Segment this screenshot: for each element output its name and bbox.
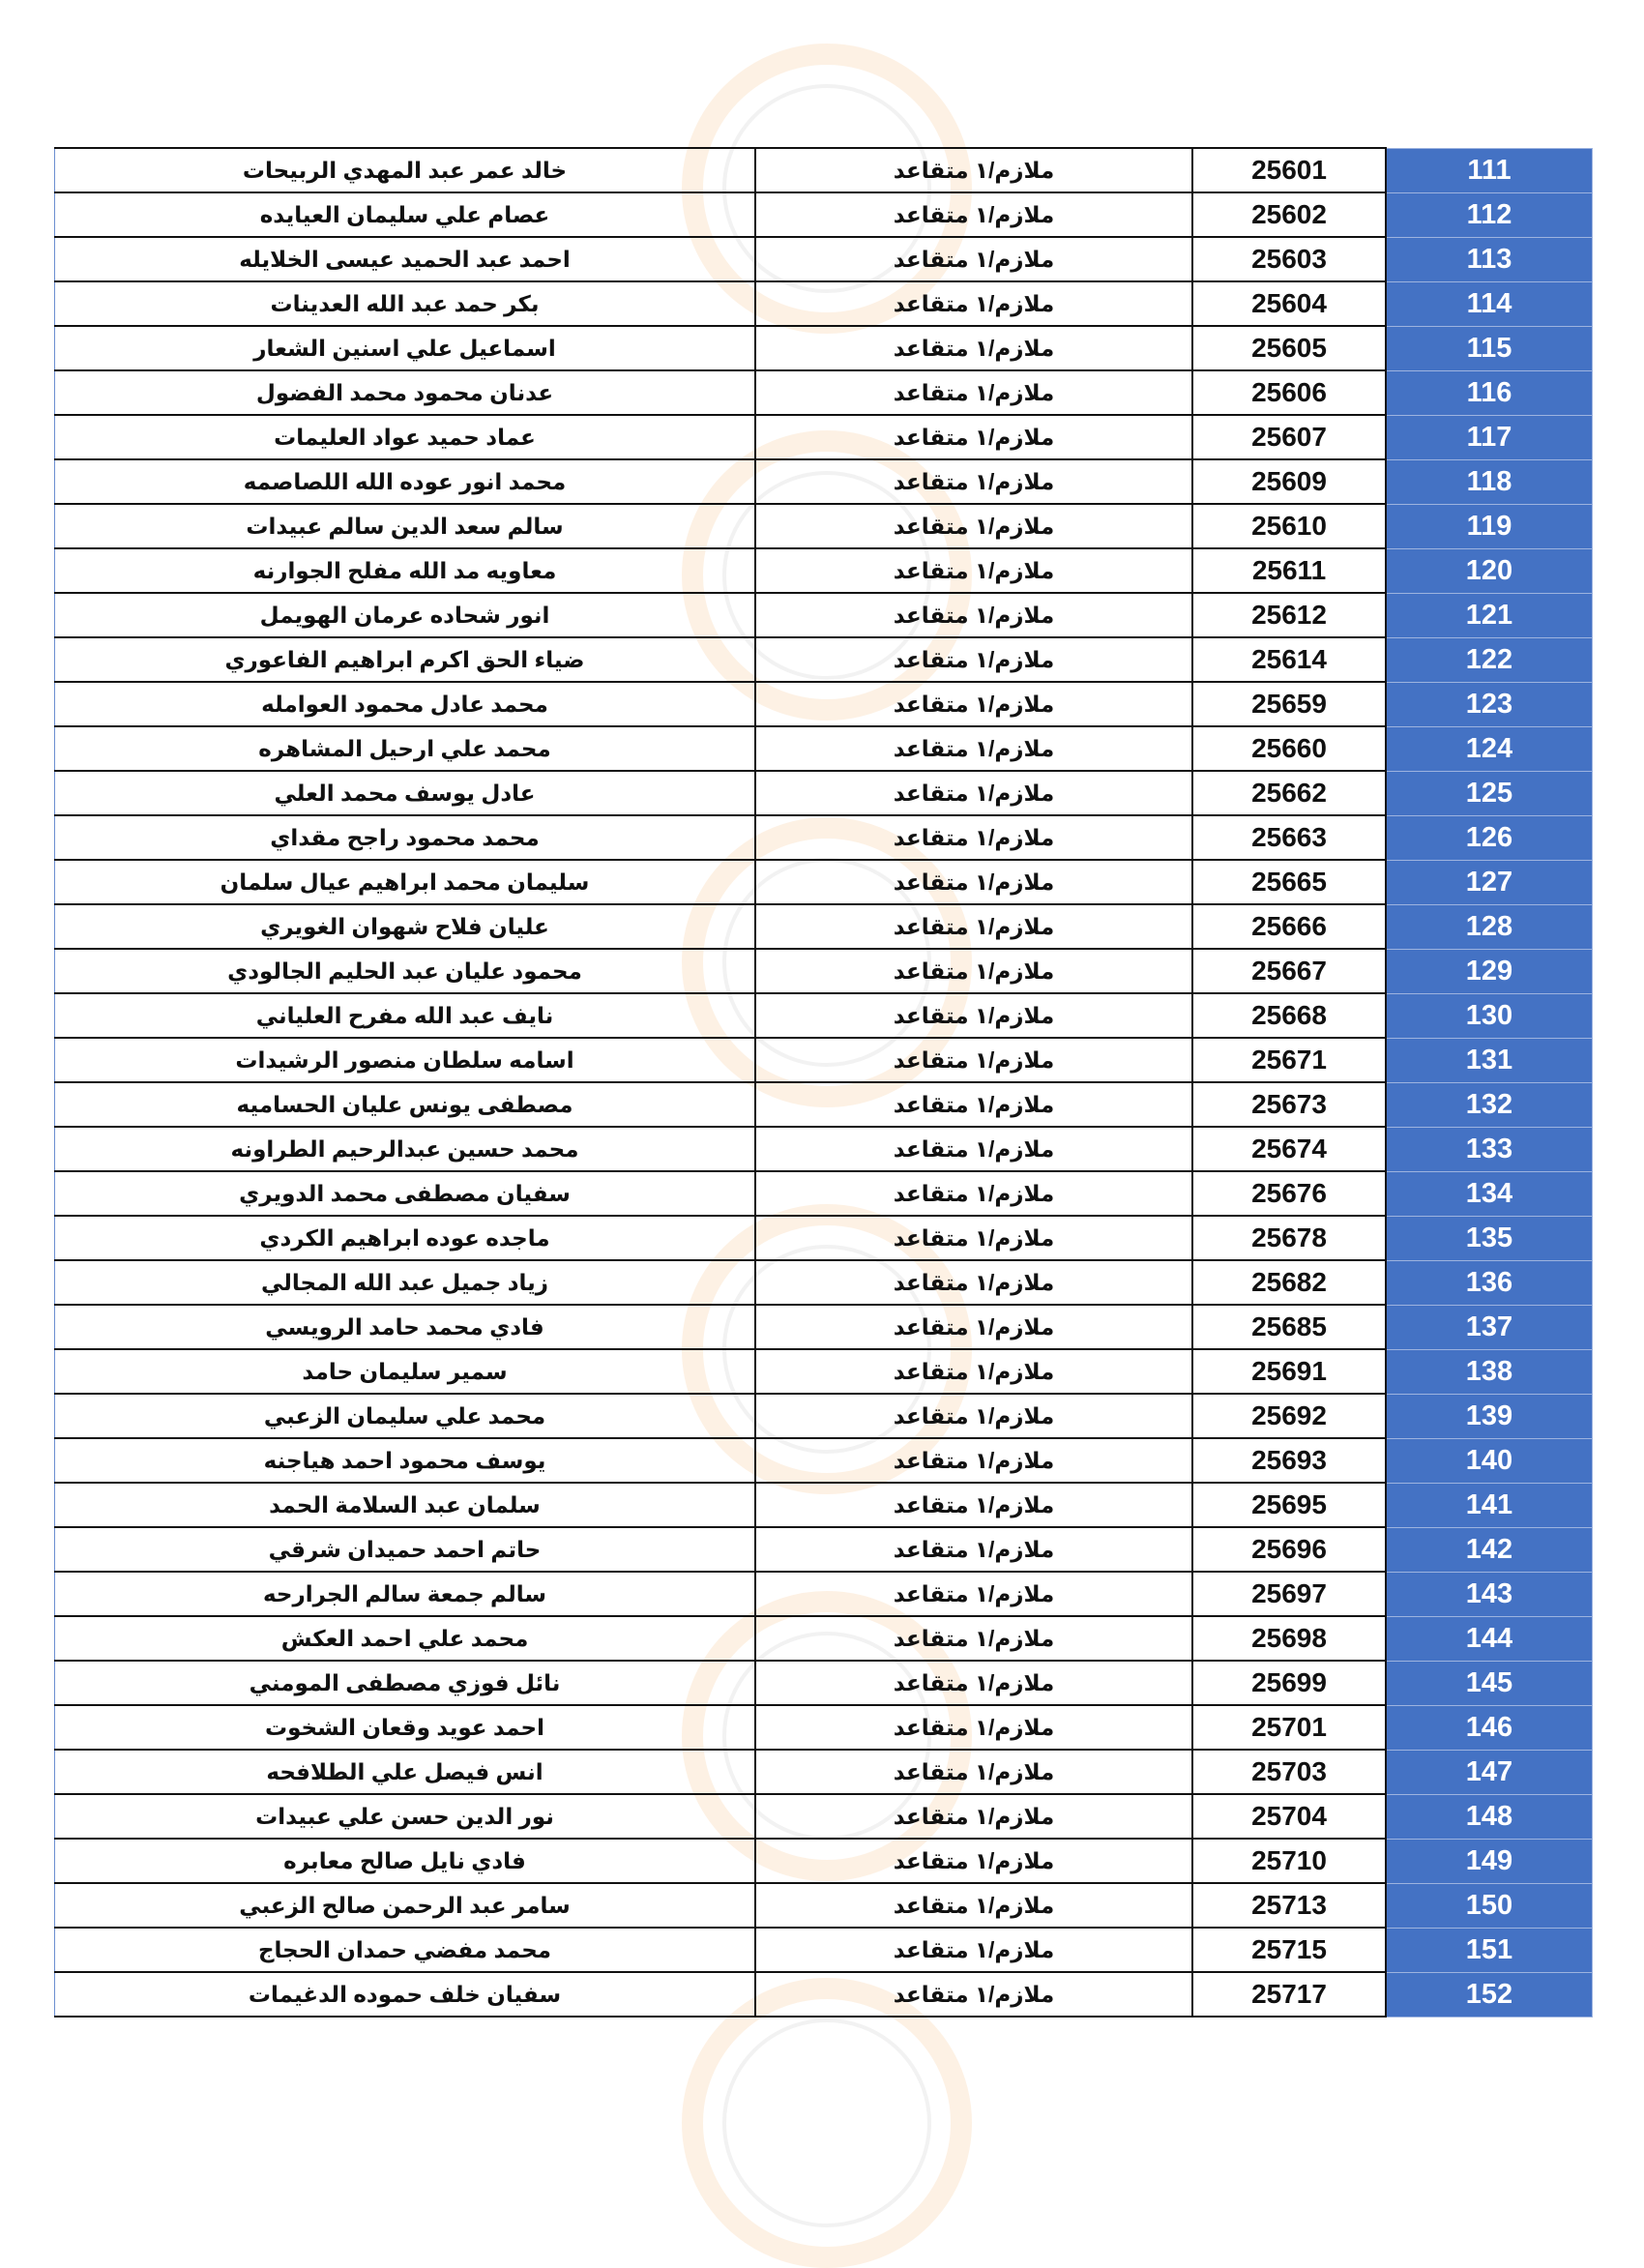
name-cell: عدنان محمود محمد الفضول bbox=[55, 370, 756, 415]
rank-cell: ملازم/١ متقاعد bbox=[755, 370, 1192, 415]
name-cell: عماد حميد عواد العليمات bbox=[55, 415, 756, 459]
military-number-cell: 25703 bbox=[1192, 1750, 1386, 1794]
name-cell: محمد علي سليمان الزعبي bbox=[55, 1394, 756, 1438]
military-number-cell: 25660 bbox=[1192, 726, 1386, 771]
rank-cell: ملازم/١ متقاعد bbox=[755, 593, 1192, 637]
military-number-cell: 25674 bbox=[1192, 1127, 1386, 1171]
table-row bbox=[55, 415, 1593, 459]
name-cell: ضياء الحق اكرم ابراهيم الفاعوري bbox=[55, 637, 756, 682]
military-number-cell: 25704 bbox=[1192, 1794, 1386, 1839]
rank-cell: ملازم/١ متقاعد bbox=[755, 326, 1192, 370]
rank-cell: ملازم/١ متقاعد bbox=[755, 993, 1192, 1038]
table-row bbox=[55, 1394, 1593, 1438]
rank-cell: ملازم/١ متقاعد bbox=[755, 1038, 1192, 1082]
table-row bbox=[55, 504, 1593, 548]
table-row bbox=[55, 1616, 1593, 1661]
index-cell: 141 bbox=[1386, 1483, 1593, 1527]
rank-cell: ملازم/١ متقاعد bbox=[755, 860, 1192, 904]
table-row bbox=[55, 1883, 1593, 1928]
rank-cell: ملازم/١ متقاعد bbox=[755, 548, 1192, 593]
table-row bbox=[55, 1127, 1593, 1171]
index-cell: 113 bbox=[1386, 237, 1593, 281]
rank-cell: ملازم/١ متقاعد bbox=[755, 504, 1192, 548]
index-cell: 152 bbox=[1386, 1972, 1593, 2017]
rank-cell: ملازم/١ متقاعد bbox=[755, 1127, 1192, 1171]
name-cell: محمد انور عوده الله اللصاصمه bbox=[55, 459, 756, 504]
rank-cell: ملازم/١ متقاعد bbox=[755, 1171, 1192, 1216]
index-cell: 132 bbox=[1386, 1082, 1593, 1127]
rank-cell: ملازم/١ متقاعد bbox=[755, 1661, 1192, 1705]
index-cell: 112 bbox=[1386, 192, 1593, 237]
military-number-cell: 25607 bbox=[1192, 415, 1386, 459]
index-cell: 127 bbox=[1386, 860, 1593, 904]
index-cell: 133 bbox=[1386, 1127, 1593, 1171]
index-cell: 136 bbox=[1386, 1260, 1593, 1305]
military-number-cell: 25691 bbox=[1192, 1349, 1386, 1394]
table-row bbox=[55, 1705, 1593, 1750]
name-cell: محمد علي احمد العكش bbox=[55, 1616, 756, 1661]
index-cell: 129 bbox=[1386, 949, 1593, 993]
rank-cell: ملازم/١ متقاعد bbox=[755, 148, 1192, 192]
rank-cell: ملازم/١ متقاعد bbox=[755, 1616, 1192, 1661]
rank-cell: ملازم/١ متقاعد bbox=[755, 459, 1192, 504]
rank-cell: ملازم/١ متقاعد bbox=[755, 815, 1192, 860]
name-cell: ماجده عوده ابراهيم الكردي bbox=[55, 1216, 756, 1260]
military-number-cell: 25605 bbox=[1192, 326, 1386, 370]
military-number-cell: 25665 bbox=[1192, 860, 1386, 904]
index-cell: 150 bbox=[1386, 1883, 1593, 1928]
table-row bbox=[55, 281, 1593, 326]
military-number-cell: 25667 bbox=[1192, 949, 1386, 993]
military-number-cell: 25699 bbox=[1192, 1661, 1386, 1705]
rank-cell: ملازم/١ متقاعد bbox=[755, 1260, 1192, 1305]
table-row bbox=[55, 1750, 1593, 1794]
military-number-cell: 25662 bbox=[1192, 771, 1386, 815]
rank-cell: ملازم/١ متقاعد bbox=[755, 949, 1192, 993]
table-row bbox=[55, 682, 1593, 726]
military-number-cell: 25604 bbox=[1192, 281, 1386, 326]
rank-cell: ملازم/١ متقاعد bbox=[755, 1794, 1192, 1839]
military-number-cell: 25673 bbox=[1192, 1082, 1386, 1127]
name-cell: يوسف محمود احمد هياجنه bbox=[55, 1438, 756, 1483]
name-cell: محمد علي ارحيل المشاهره bbox=[55, 726, 756, 771]
index-cell: 144 bbox=[1386, 1616, 1593, 1661]
name-cell: نور الدين حسن علي عبيدات bbox=[55, 1794, 756, 1839]
table-row bbox=[55, 548, 1593, 593]
name-cell: سفيان مصطفى محمد الدويري bbox=[55, 1171, 756, 1216]
rank-cell: ملازم/١ متقاعد bbox=[755, 1483, 1192, 1527]
table-row bbox=[55, 904, 1593, 949]
index-cell: 126 bbox=[1386, 815, 1593, 860]
name-cell: سليمان محمد ابراهيم عيال سلمان bbox=[55, 860, 756, 904]
rank-cell: ملازم/١ متقاعد bbox=[755, 192, 1192, 237]
name-cell: سالم جمعة سالم الجرارحه bbox=[55, 1572, 756, 1616]
military-number-cell: 25663 bbox=[1192, 815, 1386, 860]
name-cell: سمير سليمان حامد bbox=[55, 1349, 756, 1394]
military-number-cell: 25611 bbox=[1192, 548, 1386, 593]
table-row bbox=[55, 1171, 1593, 1216]
table-row bbox=[55, 726, 1593, 771]
name-cell: نائل فوزي مصطفى المومني bbox=[55, 1661, 756, 1705]
table-row bbox=[55, 1038, 1593, 1082]
rank-cell: ملازم/١ متقاعد bbox=[755, 237, 1192, 281]
table-body bbox=[55, 148, 1593, 2017]
military-number-cell: 25701 bbox=[1192, 1705, 1386, 1750]
name-cell: محمد عادل محمود العوامله bbox=[55, 682, 756, 726]
index-cell: 148 bbox=[1386, 1794, 1593, 1839]
table-row bbox=[55, 370, 1593, 415]
retirees-table bbox=[54, 147, 1593, 2018]
table-row bbox=[55, 1661, 1593, 1705]
rank-cell: ملازم/١ متقاعد bbox=[755, 1438, 1192, 1483]
name-cell: محمد مفضي حمدان الحجاج bbox=[55, 1928, 756, 1972]
military-number-cell: 25710 bbox=[1192, 1839, 1386, 1883]
table-row bbox=[55, 1483, 1593, 1527]
index-cell: 120 bbox=[1386, 548, 1593, 593]
military-number-cell: 25715 bbox=[1192, 1928, 1386, 1972]
name-cell: زياد جميل عبد الله المجالي bbox=[55, 1260, 756, 1305]
rank-cell: ملازم/١ متقاعد bbox=[755, 1883, 1192, 1928]
rank-cell: ملازم/١ متقاعد bbox=[755, 771, 1192, 815]
military-number-cell: 25602 bbox=[1192, 192, 1386, 237]
name-cell: خالد عمر عبد المهدي الربيحات bbox=[55, 148, 756, 192]
name-cell: عادل يوسف محمد العلي bbox=[55, 771, 756, 815]
name-cell: سفيان خلف حموده الدغيمات bbox=[55, 1972, 756, 2017]
table-row bbox=[55, 1928, 1593, 1972]
table-row bbox=[55, 1082, 1593, 1127]
military-number-cell: 25682 bbox=[1192, 1260, 1386, 1305]
name-cell: سلمان عبد السلامة الحمد bbox=[55, 1483, 756, 1527]
military-number-cell: 25601 bbox=[1192, 148, 1386, 192]
military-number-cell: 25713 bbox=[1192, 1883, 1386, 1928]
military-number-cell: 25696 bbox=[1192, 1527, 1386, 1572]
table-row bbox=[55, 1438, 1593, 1483]
index-cell: 119 bbox=[1386, 504, 1593, 548]
index-cell: 124 bbox=[1386, 726, 1593, 771]
index-cell: 151 bbox=[1386, 1928, 1593, 1972]
table-row bbox=[55, 771, 1593, 815]
table-row bbox=[55, 1794, 1593, 1839]
index-cell: 117 bbox=[1386, 415, 1593, 459]
index-cell: 125 bbox=[1386, 771, 1593, 815]
name-cell: محمد محمود راجح مقداي bbox=[55, 815, 756, 860]
table-row bbox=[55, 237, 1593, 281]
name-cell: احمد عبد الحميد عيسى الخلايله bbox=[55, 237, 756, 281]
military-number-cell: 25612 bbox=[1192, 593, 1386, 637]
index-cell: 121 bbox=[1386, 593, 1593, 637]
name-cell: احمد عويد وقعان الشخوت bbox=[55, 1705, 756, 1750]
index-cell: 131 bbox=[1386, 1038, 1593, 1082]
name-cell: اسامه سلطان منصور الرشيدات bbox=[55, 1038, 756, 1082]
rank-cell: ملازم/١ متقاعد bbox=[755, 1082, 1192, 1127]
rank-cell: ملازم/١ متقاعد bbox=[755, 1349, 1192, 1394]
index-cell: 140 bbox=[1386, 1438, 1593, 1483]
rank-cell: ملازم/١ متقاعد bbox=[755, 637, 1192, 682]
name-cell: عليان فلاح شهوان الغويري bbox=[55, 904, 756, 949]
table-row bbox=[55, 1839, 1593, 1883]
military-number-cell: 25695 bbox=[1192, 1483, 1386, 1527]
military-number-cell: 25614 bbox=[1192, 637, 1386, 682]
table-row bbox=[55, 1572, 1593, 1616]
name-cell: عصام علي سليمان العيايده bbox=[55, 192, 756, 237]
index-cell: 138 bbox=[1386, 1349, 1593, 1394]
name-cell: انور شحاده عرمان الهويمل bbox=[55, 593, 756, 637]
watermark-clock-logo bbox=[682, 1978, 972, 2268]
index-cell: 114 bbox=[1386, 281, 1593, 326]
name-cell: فادي نايل صالح معابره bbox=[55, 1839, 756, 1883]
name-cell: اسماعيل علي اسنين الشعار bbox=[55, 326, 756, 370]
rank-cell: ملازم/١ متقاعد bbox=[755, 1839, 1192, 1883]
index-cell: 115 bbox=[1386, 326, 1593, 370]
name-cell: بكر حمد عبد الله العدينات bbox=[55, 281, 756, 326]
table-row bbox=[55, 637, 1593, 682]
table-row bbox=[55, 148, 1593, 192]
rank-cell: ملازم/١ متقاعد bbox=[755, 904, 1192, 949]
rank-cell: ملازم/١ متقاعد bbox=[755, 1305, 1192, 1349]
index-cell: 143 bbox=[1386, 1572, 1593, 1616]
name-cell: سامر عبد الرحمن صالح الزعبي bbox=[55, 1883, 756, 1928]
rank-cell: ملازم/١ متقاعد bbox=[755, 1216, 1192, 1260]
name-cell: محمد حسين عبدالرحيم الطراونه bbox=[55, 1127, 756, 1171]
military-number-cell: 25693 bbox=[1192, 1438, 1386, 1483]
table-row bbox=[55, 1305, 1593, 1349]
index-cell: 118 bbox=[1386, 459, 1593, 504]
military-number-cell: 25685 bbox=[1192, 1305, 1386, 1349]
military-number-cell: 25606 bbox=[1192, 370, 1386, 415]
table-row bbox=[55, 192, 1593, 237]
rank-cell: ملازم/١ متقاعد bbox=[755, 1527, 1192, 1572]
table-row bbox=[55, 1349, 1593, 1394]
index-cell: 134 bbox=[1386, 1171, 1593, 1216]
index-cell: 147 bbox=[1386, 1750, 1593, 1794]
index-cell: 145 bbox=[1386, 1661, 1593, 1705]
rank-cell: ملازم/١ متقاعد bbox=[755, 1972, 1192, 2017]
military-number-cell: 25666 bbox=[1192, 904, 1386, 949]
name-cell: نايف عبد الله مفرح العلياني bbox=[55, 993, 756, 1038]
table-row bbox=[55, 1216, 1593, 1260]
name-cell: انس فيصل علي الطلافحه bbox=[55, 1750, 756, 1794]
index-cell: 149 bbox=[1386, 1839, 1593, 1883]
military-number-cell: 25676 bbox=[1192, 1171, 1386, 1216]
military-number-cell: 25697 bbox=[1192, 1572, 1386, 1616]
index-cell: 146 bbox=[1386, 1705, 1593, 1750]
index-cell: 116 bbox=[1386, 370, 1593, 415]
name-cell: سالم سعد الدين سالم عبيدات bbox=[55, 504, 756, 548]
name-cell: محمود عليان عبد الحليم الجالودي bbox=[55, 949, 756, 993]
table-row bbox=[55, 949, 1593, 993]
rank-cell: ملازم/١ متقاعد bbox=[755, 1705, 1192, 1750]
index-cell: 111 bbox=[1386, 148, 1593, 192]
military-number-cell: 25610 bbox=[1192, 504, 1386, 548]
table-row bbox=[55, 1260, 1593, 1305]
table-row bbox=[55, 1972, 1593, 2017]
index-cell: 123 bbox=[1386, 682, 1593, 726]
military-number-cell: 25717 bbox=[1192, 1972, 1386, 2017]
rank-cell: ملازم/١ متقاعد bbox=[755, 682, 1192, 726]
military-number-cell: 25698 bbox=[1192, 1616, 1386, 1661]
military-number-cell: 25678 bbox=[1192, 1216, 1386, 1260]
name-cell: فادي محمد حامد الرويسي bbox=[55, 1305, 756, 1349]
table-row bbox=[55, 860, 1593, 904]
table-row bbox=[55, 326, 1593, 370]
rank-cell: ملازم/١ متقاعد bbox=[755, 1394, 1192, 1438]
table-row bbox=[55, 459, 1593, 504]
military-number-cell: 25668 bbox=[1192, 993, 1386, 1038]
rank-cell: ملازم/١ متقاعد bbox=[755, 1572, 1192, 1616]
table-row bbox=[55, 815, 1593, 860]
index-cell: 128 bbox=[1386, 904, 1593, 949]
name-cell: معاويه مد الله مفلح الجوارنه bbox=[55, 548, 756, 593]
military-number-cell: 25609 bbox=[1192, 459, 1386, 504]
military-number-cell: 25671 bbox=[1192, 1038, 1386, 1082]
index-cell: 137 bbox=[1386, 1305, 1593, 1349]
military-number-cell: 25692 bbox=[1192, 1394, 1386, 1438]
table-row bbox=[55, 593, 1593, 637]
index-cell: 122 bbox=[1386, 637, 1593, 682]
table-row bbox=[55, 993, 1593, 1038]
index-cell: 135 bbox=[1386, 1216, 1593, 1260]
index-cell: 142 bbox=[1386, 1527, 1593, 1572]
rank-cell: ملازم/١ متقاعد bbox=[755, 415, 1192, 459]
rank-cell: ملازم/١ متقاعد bbox=[755, 726, 1192, 771]
military-number-cell: 25603 bbox=[1192, 237, 1386, 281]
name-cell: مصطفى يونس عليان الحساميه bbox=[55, 1082, 756, 1127]
rank-cell: ملازم/١ متقاعد bbox=[755, 281, 1192, 326]
rank-cell: ملازم/١ متقاعد bbox=[755, 1928, 1192, 1972]
index-cell: 139 bbox=[1386, 1394, 1593, 1438]
table-row bbox=[55, 1527, 1593, 1572]
military-number-cell: 25659 bbox=[1192, 682, 1386, 726]
rank-cell: ملازم/١ متقاعد bbox=[755, 1750, 1192, 1794]
name-cell: حاتم احمد حميدان شرقي bbox=[55, 1527, 756, 1572]
index-cell: 130 bbox=[1386, 993, 1593, 1038]
